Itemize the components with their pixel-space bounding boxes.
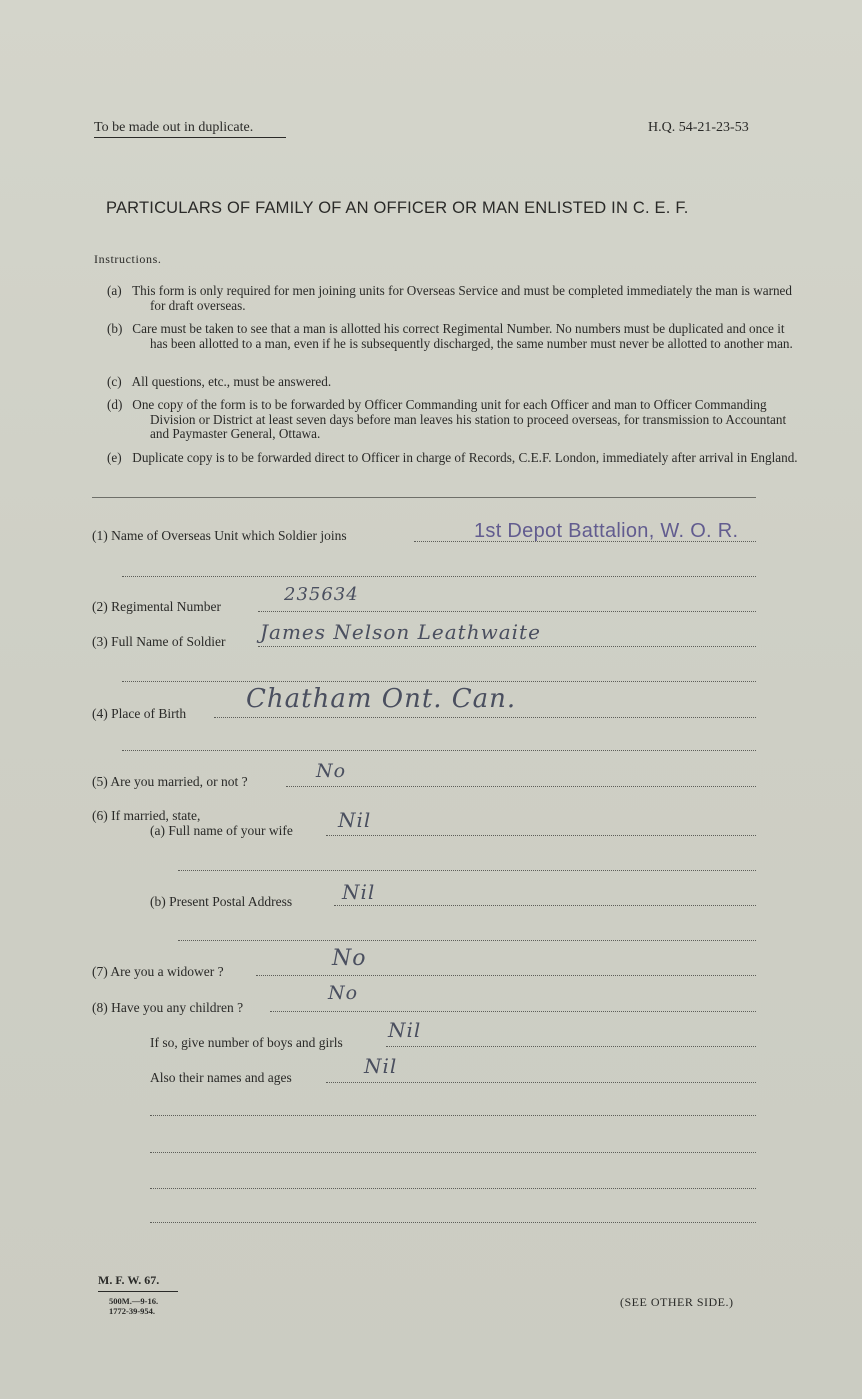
q5-answer: No — [316, 760, 347, 782]
q6-label: (6) If married, state, — [92, 808, 201, 823]
q8-names-extra-line — [150, 1115, 756, 1116]
instruction-label: (c) — [107, 374, 122, 389]
q5-label: (5) Are you married, or not ? — [92, 774, 248, 789]
instruction-text: Duplicate copy is to be forwarded direct to Officer in charge of Records, C.E.F. London, immediately after arrival in England. — [132, 450, 798, 465]
instruction-text: This form is only required for men joining units for Overseas Service and must be completed immediately the man is warned for draft overseas. — [132, 283, 793, 313]
q4-answer: Chatham Ont. Can. — [246, 684, 517, 714]
instruction-label: (d) — [107, 397, 123, 412]
q6b-label: (b) Present Postal Address — [150, 894, 293, 909]
form-code-rule — [98, 1291, 178, 1292]
q6a-answer: Nil — [338, 808, 372, 832]
q8-boys-girls-line — [386, 1046, 756, 1047]
q6b-answer-line — [334, 905, 756, 906]
q8-boys-girls-answer: Nil — [388, 1018, 422, 1042]
q4-answer-line — [214, 717, 756, 718]
instruction-text: One copy of the form is to be forwarded by Officer Commanding unit for each Officer and man to Officer Commanding Division or District at least seven days before man leaves his station to proceed overseas, for transmission to Accountant and Paymaster General, Ottawa. — [132, 397, 787, 441]
q3-extra-line — [122, 681, 756, 682]
q8-names-extra-line — [150, 1152, 756, 1153]
q7-label: (7) Are you a widower ? — [92, 964, 224, 979]
q4-extra-line — [122, 750, 756, 751]
print-run: 500M.—9-16. — [109, 1296, 159, 1306]
instruction-a — [107, 284, 802, 313]
q6b-extra-line — [178, 940, 756, 941]
instruction-e — [107, 451, 802, 466]
instructions-heading: Instructions. — [94, 252, 162, 266]
q8-names-label: Also their names and ages — [150, 1070, 292, 1085]
q4-label: (4) Place of Birth — [92, 706, 187, 721]
q1-extra-line — [122, 576, 756, 577]
instruction-text: All questions, etc., must be answered. — [131, 374, 332, 389]
q8-names-answer: Nil — [364, 1054, 398, 1078]
q8-answer-line — [270, 1011, 756, 1012]
instruction-b — [107, 322, 802, 351]
q6b-answer: Nil — [342, 880, 376, 904]
q8-names-extra-line — [150, 1188, 756, 1189]
q7-answer: No — [332, 946, 367, 971]
q3-answer-line — [258, 646, 756, 647]
q3-label: (3) Full Name of Soldier — [92, 634, 226, 649]
form-code: M. F. W. 67. — [98, 1273, 160, 1287]
q2-answer-line — [258, 611, 756, 612]
q8-names-extra-line — [150, 1222, 756, 1223]
q2-answer: 235634 — [284, 584, 359, 605]
q6a-extra-line — [178, 870, 756, 871]
q8-names-line — [326, 1082, 756, 1083]
q5-answer-line — [286, 786, 756, 787]
instruction-label: (e) — [107, 450, 122, 465]
form-title: PARTICULARS OF FAMILY OF AN OFFICER OR MAN ENLISTED IN C. E. F. — [106, 199, 689, 217]
q2-label: (2) Regimental Number — [92, 599, 221, 614]
instruction-text: Care must be taken to see that a man is allotted his correct Regimental Number. No numbers must be duplicated and once it has been allotted to a man, even if he is subsequently discharged, the same number must never be allotted to another man. — [132, 321, 793, 351]
instruction-c — [107, 375, 802, 390]
reference-number: H.Q. 54-21-23-53 — [648, 120, 749, 135]
duplicate-note-underline — [94, 137, 286, 138]
q8-label: (8) Have you any children ? — [92, 1000, 244, 1015]
q6a-label: (a) Full name of your wife — [150, 823, 293, 838]
duplicate-note: To be made out in duplicate. — [94, 120, 254, 135]
instruction-label: (a) — [107, 283, 122, 298]
see-other-side: (SEE OTHER SIDE.) — [620, 1295, 734, 1309]
q8-boys-girls-label: If so, give number of boys and girls — [150, 1035, 343, 1050]
q1-answer-stamp: 1st Depot Battalion, W. O. R. — [474, 520, 739, 542]
q1-label: (1) Name of Overseas Unit which Soldier joins — [92, 528, 347, 543]
q3-answer: James Nelson Leathwaite — [260, 620, 541, 644]
instruction-label: (b) — [107, 321, 123, 336]
q7-answer-line — [256, 975, 756, 976]
print-number: 1772-39-954. — [109, 1306, 156, 1316]
section-divider — [92, 497, 756, 498]
q6a-answer-line — [326, 835, 756, 836]
q8-answer: No — [328, 982, 359, 1004]
instruction-d — [107, 398, 802, 442]
